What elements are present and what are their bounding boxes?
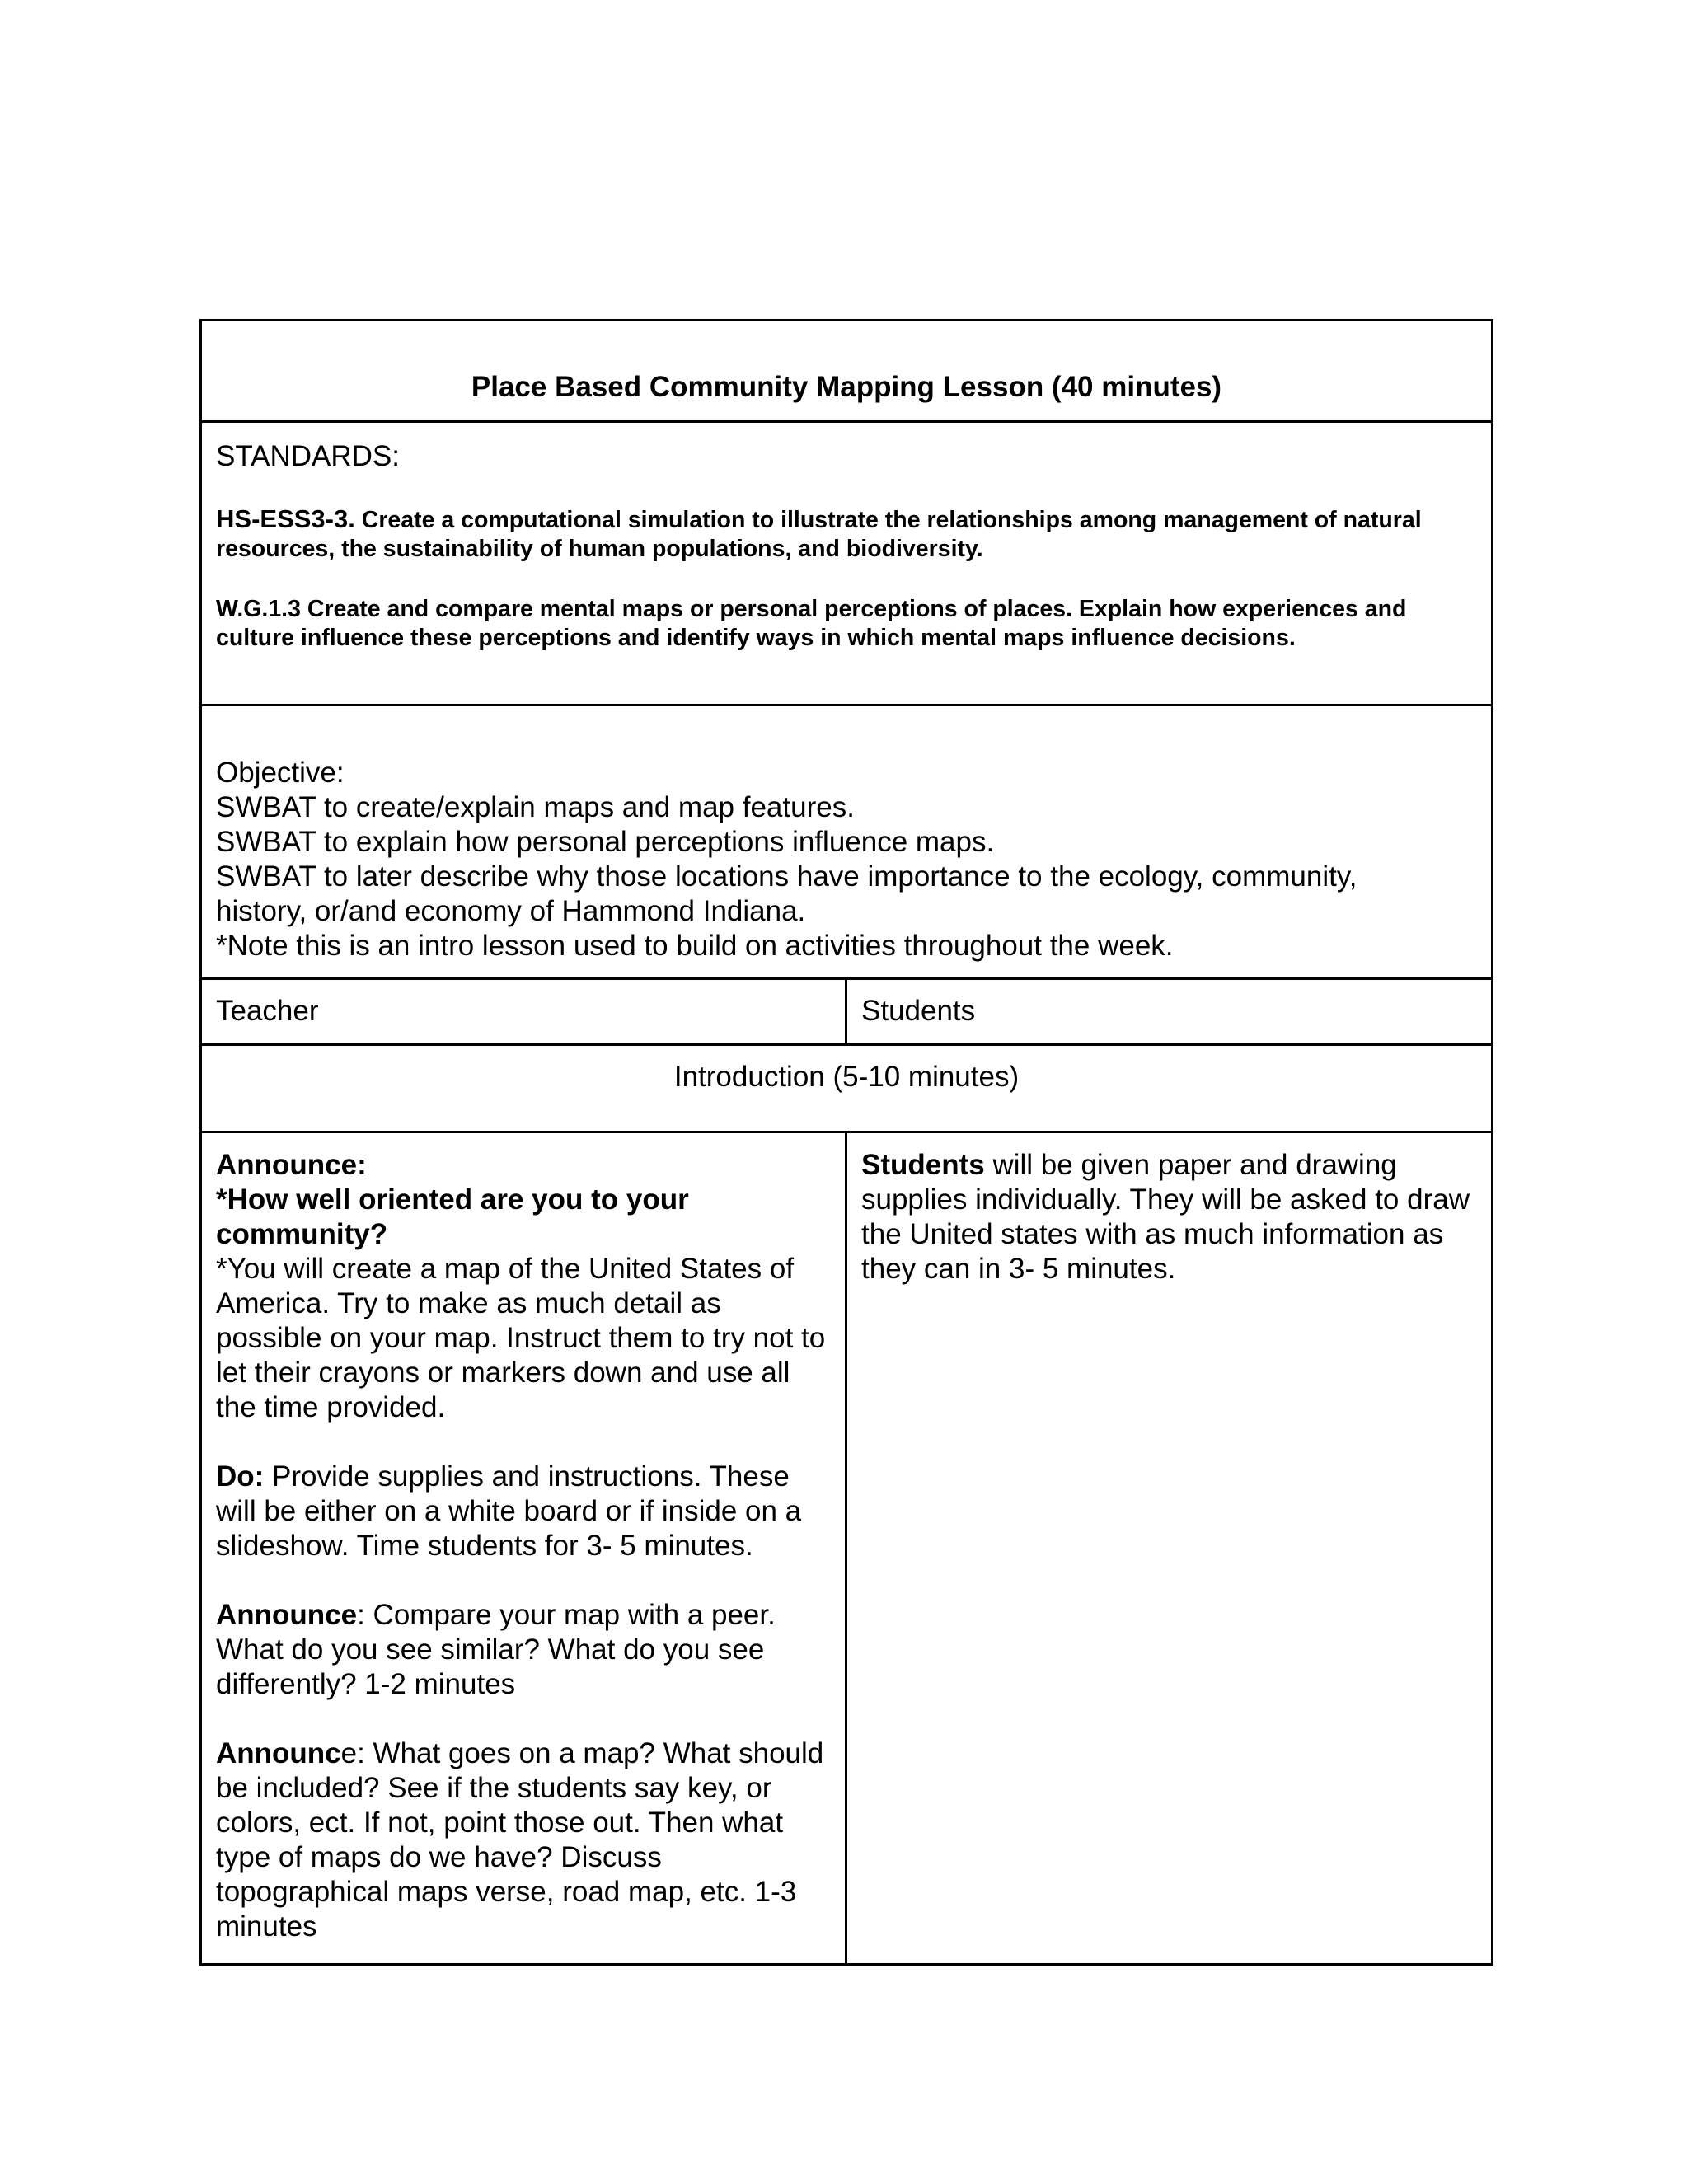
standards-row xyxy=(202,423,1491,706)
students-header: Students xyxy=(861,995,976,1027)
lesson-plan-table xyxy=(199,319,1493,1966)
step-keyword: Students xyxy=(861,1149,985,1181)
step-keyword: Do: xyxy=(216,1460,265,1493)
standards-label: STANDARDS: xyxy=(216,440,400,472)
teacher-step xyxy=(216,1736,830,1944)
objective-line: *Note this is an intro lesson used to build on activities throughout the week. xyxy=(216,930,1174,962)
objective-row xyxy=(202,706,1491,980)
step-keyword: Announce xyxy=(216,1599,358,1631)
objective-line: SWBAT to later describe why those locations have importance to the ecology, community, xyxy=(216,860,1357,893)
standard-text: W.G.1.3 Create and compare mental maps or personal perceptions of places. Explain how experiences and culture influence these perceptions and identify ways in which mental maps influence decisions. xyxy=(216,596,1407,651)
objective-line: SWBAT to explain how personal perceptions influence maps. xyxy=(216,826,995,858)
step-text: : Compare your map with a peer. What do you see similar? What do you see differently? 1-2 minutes xyxy=(216,1599,776,1700)
section-title: Introduction (5-10 minutes) xyxy=(673,1061,1020,1093)
step-keyword: Announc xyxy=(216,1737,341,1769)
student-step xyxy=(861,1148,1475,1286)
teacher-step xyxy=(216,1148,830,1425)
step-text: *You will create a map of the United States of America. Try to make as much detail as possible on your map. Instruct them to try not to let their crayons or markers down and use all the time provided. xyxy=(216,1253,826,1423)
section-row xyxy=(202,1046,1491,1133)
step-keyword: Announce: xyxy=(216,1149,367,1181)
student-activity xyxy=(861,1148,1475,1286)
step-text: Provide supplies and instructions. These will be either on a white board or if inside on a slideshow. Time students for 3- 5 minutes. xyxy=(216,1460,802,1562)
objective-line: history, or/and economy of Hammond Indiana. xyxy=(216,895,806,927)
teacher-cell xyxy=(202,1133,847,1963)
step-question: *How well oriented are you to your community? xyxy=(216,1183,689,1250)
standard-code: HS-ESS3-3. xyxy=(216,504,355,533)
title-row xyxy=(202,321,1491,423)
standard-text: Create a computational simulation to illustrate the relationships among management of natural resources, the sustainability of human populations, and biodiversity. xyxy=(216,507,1422,562)
standard-hs-ess3-3 xyxy=(216,504,1477,564)
activity-row xyxy=(202,1133,1491,1963)
teacher-step xyxy=(216,1460,830,1563)
teacher-header: Teacher xyxy=(216,995,319,1027)
lesson-title: Place Based Community Mapping Lesson (40 minutes) xyxy=(471,371,1222,403)
students-cell xyxy=(847,1133,1491,1963)
objective-label: Objective: xyxy=(216,757,345,789)
objective-block xyxy=(216,756,1477,963)
standard-wg-1-3 xyxy=(216,595,1477,653)
teacher-step xyxy=(216,1598,830,1702)
column-header-row xyxy=(202,980,1491,1046)
students-header-cell xyxy=(847,980,1491,1043)
objective-line: SWBAT to create/explain maps and map features. xyxy=(216,791,855,823)
teacher-header-cell xyxy=(202,980,847,1043)
teacher-steps xyxy=(216,1148,830,1944)
step-text: will be given paper and drawing supplies individually. They will be asked to draw the United states with as much information as they can in 3- 5 minutes. xyxy=(861,1149,1470,1285)
step-text: e: What goes on a map? What should be included? See if the students say key, or colors, ect. If not, point those out. Then what type of maps do we have? Discuss topographical maps verse, road map, etc. 1-3 minutes xyxy=(216,1737,824,1943)
